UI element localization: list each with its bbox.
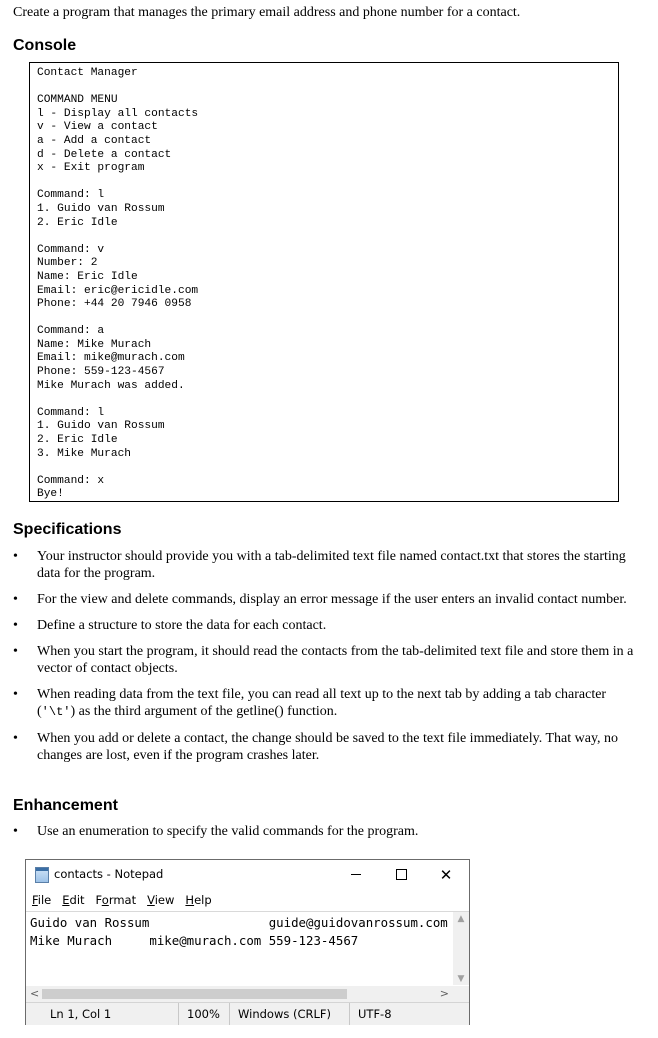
- notepad-line: Mike Murach mike@murach.com 559-123-4567: [30, 932, 359, 948]
- specification-item: • Your instructor should provide you with a tab-delimited text file named contact.txt that stores the starting data for the program.: [13, 549, 626, 581]
- enhancement-heading: Enhancement: [13, 797, 118, 814]
- console-line: [37, 393, 611, 407]
- console-line: Number: 2: [37, 257, 98, 270]
- menu-item[interactable]: View: [147, 893, 175, 907]
- notepad-title-bar[interactable]: [26, 860, 469, 889]
- console-line: Email: mike@murach.com: [37, 352, 185, 365]
- console-box: [29, 62, 619, 502]
- enhancement-list: [13, 823, 637, 849]
- specifications-heading: Specifications: [13, 521, 122, 538]
- bullet-icon: •: [13, 687, 18, 702]
- scroll-right-icon[interactable]: >: [439, 987, 449, 1000]
- inline-code: '\t': [41, 705, 71, 719]
- bullet-icon: •: [13, 644, 18, 659]
- console-line: x - Exit program: [37, 162, 145, 175]
- bullet-icon: •: [13, 618, 18, 633]
- status-zoom: 100%: [178, 1003, 220, 1025]
- maximize-button[interactable]: [381, 864, 421, 886]
- console-line: Phone: 559-123-4567: [37, 366, 165, 379]
- notepad-text[interactable]: [26, 912, 469, 951]
- console-line: 3. Mike Murach: [37, 447, 131, 460]
- notepad-icon: [35, 867, 49, 883]
- specification-item: • When you start the program, it should read the contacts from the tab-delimited text file and store them in a vector of contact objects.: [13, 644, 634, 676]
- horizontal-scroll-thumb[interactable]: [42, 989, 347, 999]
- notepad-line: Guido van Rossum guide@guidovanrossum.com: [30, 915, 448, 930]
- console-line: [37, 312, 611, 326]
- console-line: Command: l: [37, 189, 105, 202]
- bullet-icon: •: [13, 824, 18, 839]
- status-line-endings: Windows (CRLF): [229, 1003, 331, 1025]
- close-button[interactable]: ✕: [439, 866, 453, 884]
- console-output: [30, 63, 618, 506]
- console-line: d - Delete a contact: [37, 148, 172, 161]
- console-heading: Console: [13, 37, 77, 54]
- maximize-icon: [396, 869, 407, 880]
- status-position: Ln 1, Col 1: [50, 1007, 112, 1021]
- notepad-text-area[interactable]: [26, 911, 469, 1002]
- scrollbar-corner: [453, 986, 469, 1002]
- vertical-scrollbar[interactable]: [453, 912, 469, 985]
- intro-text: Create a program that manages the primary email address and phone number for a contact.: [13, 5, 521, 20]
- menu-item[interactable]: Edit: [62, 893, 85, 907]
- console-line: [37, 230, 611, 244]
- console-line: [37, 176, 611, 190]
- scroll-left-icon[interactable]: <: [30, 987, 40, 1000]
- scroll-up-icon[interactable]: ▲: [457, 914, 465, 924]
- enhancement-item: • Use an enumeration to specify the valid commands for the program.: [13, 824, 419, 839]
- notepad-status-bar: [26, 1002, 469, 1025]
- console-line: 2. Eric Idle: [37, 434, 118, 447]
- console-line: Contact Manager: [37, 67, 138, 79]
- console-line: 1. Guido van Rossum: [37, 202, 165, 215]
- console-line: Name: Eric Idle: [37, 270, 138, 283]
- console-line: Command: l: [37, 406, 105, 419]
- notepad-menu-bar: [32, 893, 223, 908]
- specifications-list: [13, 548, 637, 773]
- bullet-icon: •: [13, 592, 18, 607]
- console-line: COMMAND MENU: [37, 94, 118, 107]
- console-line: [37, 81, 611, 95]
- bullet-icon: •: [13, 731, 18, 746]
- console-line: [37, 461, 611, 475]
- console-line: Name: Mike Murach: [37, 338, 152, 351]
- console-line: Email: eric@ericidle.com: [37, 284, 199, 297]
- horizontal-scrollbar[interactable]: [26, 986, 453, 1002]
- bullet-icon: •: [13, 549, 18, 564]
- menu-item[interactable]: File: [32, 893, 52, 907]
- minimize-button[interactable]: [336, 864, 376, 886]
- menu-item[interactable]: Help: [185, 893, 212, 907]
- menu-item[interactable]: Format: [95, 893, 137, 907]
- console-line: Command: a: [37, 325, 105, 338]
- notepad-title: contacts - Notepad: [54, 867, 164, 881]
- status-encoding: UTF-8: [349, 1003, 392, 1025]
- console-line: Command: x: [37, 474, 105, 487]
- console-line: 2. Eric Idle: [37, 216, 118, 229]
- console-line: a - Add a contact: [37, 134, 152, 147]
- specification-item: • When you add or delete a contact, the change should be saved to the text file immediately. That way, no changes are lost, even if the program crashes later.: [13, 731, 619, 763]
- console-line: Bye!: [37, 488, 64, 501]
- specification-item: • For the view and delete commands, display an error message if the user enters an invalid contact number.: [13, 592, 627, 607]
- minimize-icon: [351, 874, 361, 875]
- console-line: Phone: +44 20 7946 0958: [37, 298, 192, 311]
- console-line: 1. Guido van Rossum: [37, 420, 165, 433]
- console-line: l - Display all contacts: [37, 107, 199, 120]
- console-line: Mike Murach was added.: [37, 379, 185, 392]
- scroll-down-icon[interactable]: ▼: [457, 974, 465, 984]
- console-line: v - View a contact: [37, 121, 158, 134]
- notepad-window: [25, 859, 470, 1025]
- specification-item: • When reading data from the text file, you can read all text up to the next tab by adding a tab character ('\t') as the third argument of the getline() function.: [13, 687, 607, 719]
- console-line: Command: v: [37, 243, 105, 256]
- specification-item: • Define a structure to store the data for each contact.: [13, 618, 327, 633]
